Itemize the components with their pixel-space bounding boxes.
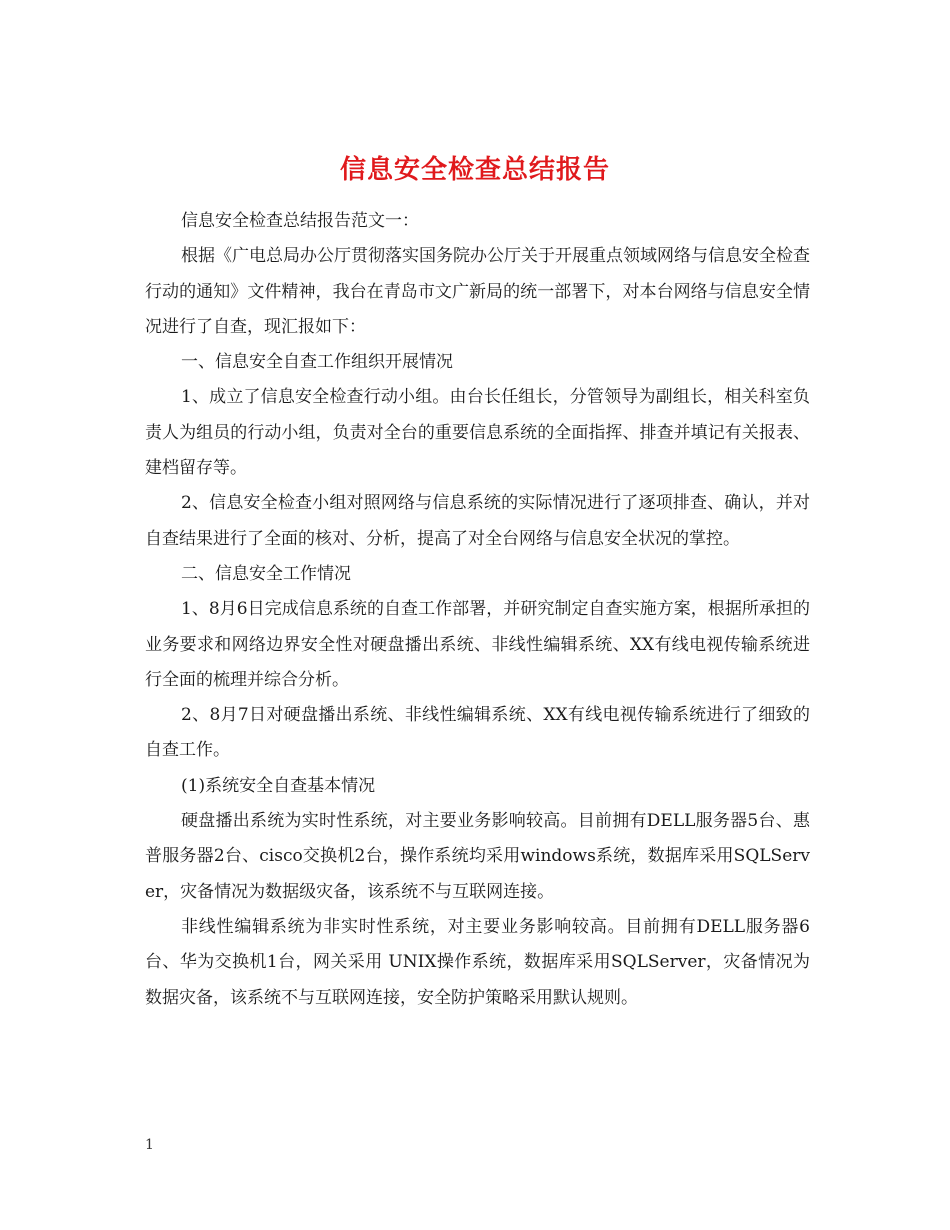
paragraph: 信息安全检查总结报告范文一： — [181, 211, 419, 231]
subsection-heading: (1)系统安全自查基本情况 — [181, 775, 376, 796]
paragraph: 根据《广电总局办公厅贯彻落实国务院办公厅关于开展重点领域网络与信息安全检查行动的通知》文件精神，我台在青岛市文广新局的统一部署下，对本台网络与信息安全情况进行了自查，现汇报如下： — [145, 246, 810, 337]
paragraph: 2、信息安全检查小组对照网络与信息系统的实际情况进行了逐项排查、确认，并对自查结果进行了全面的核对、分析，提高了对全台网络与信息安全状况的掌控。 — [145, 493, 810, 549]
section-heading: 一、信息安全自查工作组织开展情况 — [181, 352, 453, 373]
paragraph: 2、8月7日对硬盘播出系统、非线性编辑系统、XX有线电视传输系统进行了细致的自查工作。 — [145, 705, 810, 761]
paragraph: 硬盘播出系统为实时性系统，对主要业务影响较高。目前拥有DELL服务器5台、惠普服务器2台、cisco交换机2台，操作系统均采用windows系统，数据库采用SQLServer，灾备情况为数据级灾备，该系统不与互联网连接。 — [145, 811, 810, 902]
document-body — [145, 204, 810, 1016]
page-number: 1 — [145, 1137, 154, 1153]
paragraph: 非线性编辑系统为非实时性系统，对主要业务影响较高。目前拥有DELL服务器6台、华为交换机1台，网关采用 UNIX操作系统，数据库采用SQLServer，灾备情况为数据灾备，该系统不与互联网连接，安全防护策略采用默认规则。 — [145, 916, 810, 1008]
section-heading: 二、信息安全工作情况 — [181, 563, 351, 584]
document-title: 信息安全检查总结报告 — [339, 155, 610, 186]
paragraph: 1、成立了信息安全检查行动小组。由台长任组长，分管领导为副组长，相关科室负责人为组员的行动小组，负责对全台的重要信息系统的全面指挥、排查并填记有关报表、建档留存等。 — [145, 387, 810, 479]
paragraph: 1、8月6日完成信息系统的自查工作部署，并研究制定自查实施方案，根据所承担的业务要求和网络边界安全性对硬盘播出系统、非线性编辑系统、XX有线电视传输系统进行全面的梳理并综合分析。 — [145, 599, 810, 690]
